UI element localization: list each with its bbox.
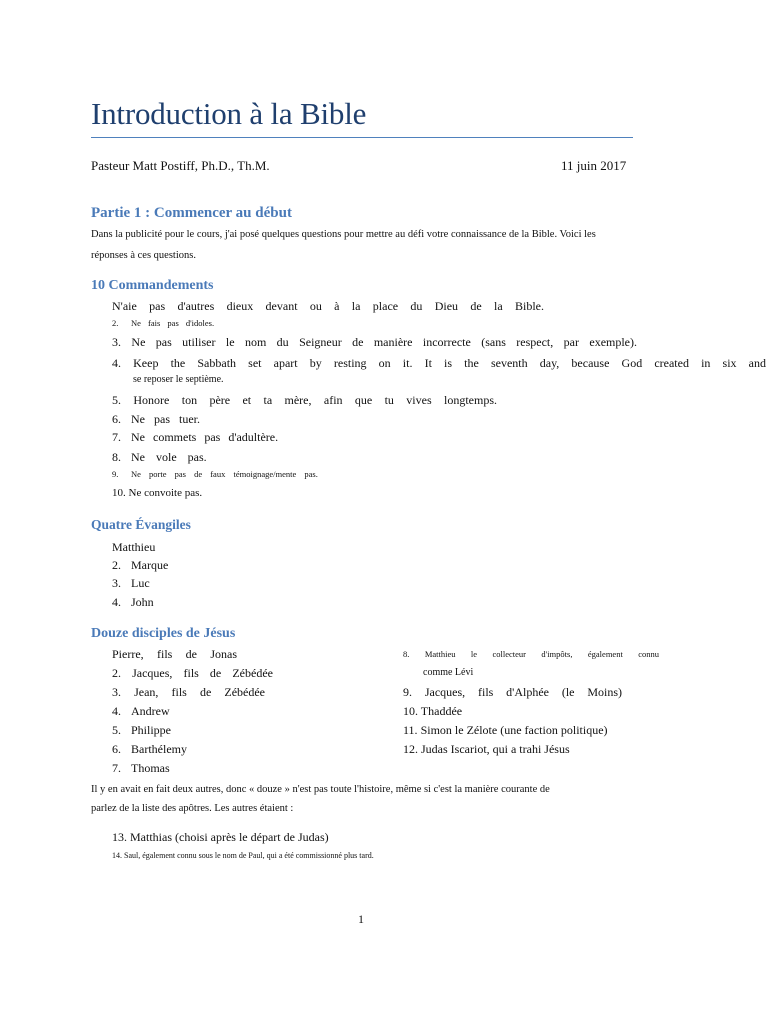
commandments-heading: 10 Commandements bbox=[91, 278, 214, 293]
disciple-5: 5. Philippe bbox=[112, 723, 172, 737]
commandment-1: N'aie pas d'autres dieux devant ou à la place du Dieu de la Bible. bbox=[112, 299, 544, 313]
apostle-14: 14. Saul, également connu sous le nom de Paul, qui a été commissionné plus tard. bbox=[112, 851, 374, 860]
disciple-11: 11. Simon le Zélote (une faction politique) bbox=[403, 723, 608, 737]
disciple-10: 10. Thaddée bbox=[403, 704, 463, 718]
disciple-1: Pierre, fils de Jonas bbox=[112, 647, 237, 661]
apostle-13: 13. Matthias (choisi après le départ de Judas) bbox=[112, 830, 329, 844]
gospels-heading: Quatre Évangiles bbox=[91, 517, 191, 532]
commandment-3: 3. Ne pas utiliser le nom du Seigneur de manière incorrecte (sans respect, par exemple). bbox=[112, 335, 638, 349]
disciple-7: 7. Thomas bbox=[112, 761, 170, 775]
commandment-9: 9. Ne porte pas de faux témoignage/mente pas. bbox=[112, 469, 318, 479]
commandment-4-continued: se reposer le septième. bbox=[133, 374, 224, 385]
disciple-4: 4. Andrew bbox=[112, 704, 170, 718]
commandment-5: 5. Honore ton père et ta mère, afin que tu vives longtemps. bbox=[112, 393, 498, 407]
intro-line-2: réponses à ces questions. bbox=[91, 250, 196, 261]
disciple-9: 9. Jacques, fils d'Alphée (le Moins) bbox=[403, 685, 622, 699]
document-title: Introduction à la Bible bbox=[91, 96, 367, 131]
gospel-4: 4. John bbox=[112, 595, 154, 609]
disciple-12: 12. Judas Iscariot, qui a trahi Jésus bbox=[403, 742, 570, 756]
apostles-note-line-2: parlez de la liste des apôtres. Les autres étaient : bbox=[91, 803, 294, 814]
apostles-note-line-1: Il y en avait en fait deux autres, donc « douze » n'est pas toute l'histoire, même si c'est la manière courante de bbox=[91, 784, 550, 795]
part1-heading: Partie 1 : Commencer au début bbox=[91, 205, 292, 221]
disciple-2: 2. Jacques, fils de Zébédée bbox=[112, 666, 273, 680]
disciples-heading: Douze disciples de Jésus bbox=[91, 626, 236, 641]
title-underline bbox=[91, 137, 633, 138]
commandment-4: 4. Keep the Sabbath set apart by resting on it. It is the seventh day, because God created in six and bbox=[112, 356, 767, 370]
disciple-8: 8. Matthieu le collecteur d'impôts, également connu bbox=[403, 649, 660, 659]
intro-line-1: Dans la publicité pour le cours, j'ai posé quelques questions pour mettre au défi votre connaissance de la Bible. Voici les bbox=[91, 229, 596, 240]
commandment-8: 8. Ne vole pas. bbox=[112, 450, 207, 464]
gospel-3: 3. Luc bbox=[112, 576, 150, 590]
author-line: Pasteur Matt Postiff, Ph.D., Th.M. bbox=[91, 158, 270, 173]
commandment-6: 6. Ne pas tuer. bbox=[112, 412, 200, 426]
commandment-2: 2. Ne fais pas d'idoles. bbox=[112, 318, 215, 328]
commandment-7: 7. Ne commets pas d'adultère. bbox=[112, 430, 279, 444]
gospel-2: 2. Marque bbox=[112, 558, 169, 572]
page-number: 1 bbox=[358, 912, 364, 926]
disciple-8-continued: comme Lévi bbox=[423, 667, 474, 678]
disciple-6: 6. Barthélemy bbox=[112, 742, 187, 756]
disciple-3: 3. Jean, fils de Zébédée bbox=[112, 685, 265, 699]
gospel-1: Matthieu bbox=[112, 540, 156, 554]
commandment-10: 10. Ne convoite pas. bbox=[112, 487, 203, 499]
document-date: 11 juin 2017 bbox=[561, 158, 627, 173]
